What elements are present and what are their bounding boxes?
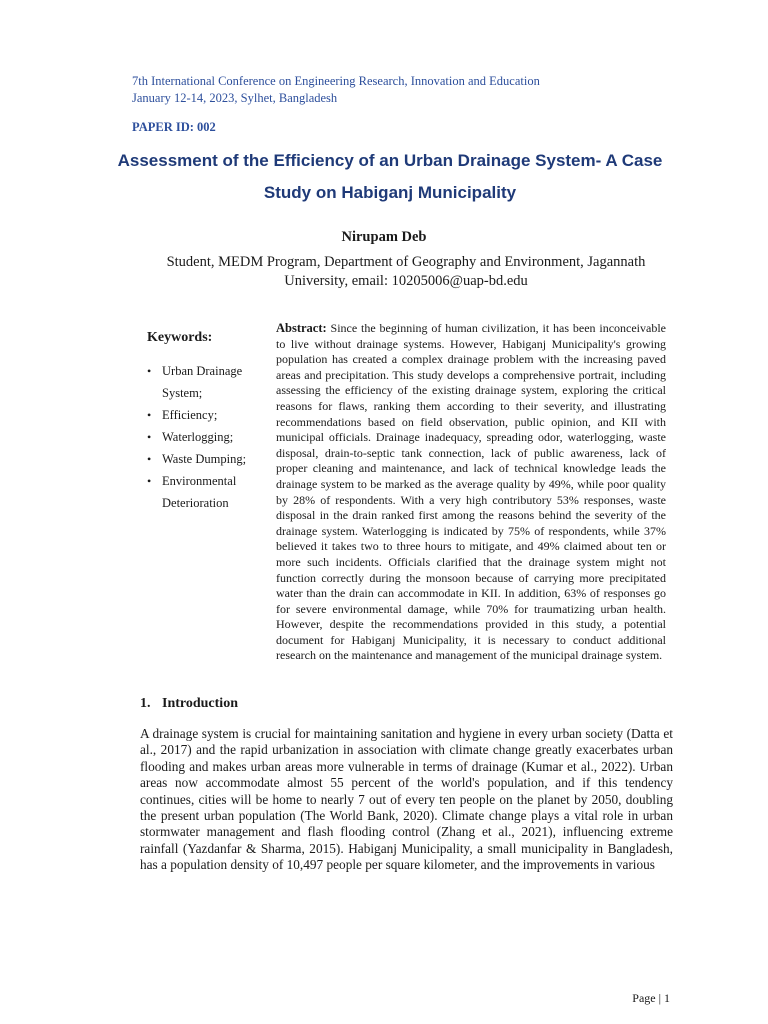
paper-title: Assessment of the Efficiency of an Urban Drainage System- A Case Study on Habiganj Municipality: [117, 151, 663, 202]
conference-info: [132, 73, 540, 107]
page-number: Page | 1: [632, 991, 670, 1005]
keyword-item: • Waste Dumping;: [147, 448, 267, 470]
section-heading-introduction: [140, 696, 238, 712]
conference-name: 7th International Conference on Engineering Research, Innovation and Education: [132, 74, 540, 88]
abstract: [276, 321, 666, 664]
paper-id: PAPER ID: 002: [132, 120, 216, 134]
introduction-paragraph: A drainage system is crucial for maintaining sanitation and hygiene in every urban society (Datta et al., 2017) and the rapid urbanization in association with climate change greatly exacerbates urban flooding and makes urban areas more vulnerable in terms of drainage (Kumar et al., 2022). Urban areas now accommodate almost 55 percent of the world's population, and if this tendency continues, cities will be home to nearly 7 out of every ten people on the planet by 2050, doubling the present urban population (The World Bank, 2020). Climate change plays a vital role in urban stormwater management and flash flooding control (Zhang et al., 2021), influencing extreme rainfall (Yazdanfar & Sharma, 2015). Habiganj Municipality, a small municipality in Bangladesh, has a population density of 10,497 people per square kilometer, and the improvements in various: [140, 726, 673, 873]
keyword-item: • Waterlogging;: [147, 426, 267, 448]
abstract-label: Abstract:: [276, 321, 327, 335]
section-title: Introduction: [162, 696, 238, 711]
keyword-item: • Urban Drainage System;: [147, 360, 267, 404]
conference-date-location: January 12-14, 2023, Sylhet, Bangladesh: [132, 91, 338, 105]
keywords-heading: Keywords:: [147, 330, 213, 345]
author-affiliation: Student, MEDM Program, Department of Geography and Environment, Jagannath University, email: 10205006@uap-bd.edu: [166, 254, 646, 289]
author-name: Nirupam Deb: [341, 229, 427, 245]
section-number: 1.: [140, 696, 151, 711]
abstract-text: Since the beginning of human civilization, it has been inconceivable to live without drainage systems. However, Habiganj Municipality's growing population has created a complex drainage problem with the increasing paved areas and precipitation. This study develops a comprehensive portrait, including assessing the efficiency of the existing drainage system, exploring the critical reasons for flaws, ranking them according to their severity, and illustrating recommendations based on field observation, public opinion, and KII with municipal officials. Drainage inadequacy, spreading odor, waterlogging, waste disposal, drain-to-septic tank connection, lack of public awareness, lack of proper cleaning and maintenance, and lack of technical knowledge leads the drainage system to be marked as the average quality by 49%, while poor quality by 28% of respondents. With a very high contributory 53% responses, waste disposal in the drain ranked first among the reasons behind the severity of the drainage system. Waterlogging is indicated by 75% of respondents, while 37% believed it takes two to three hours to mitigate, and 49% claimed about ten or more such incidents. Officials clarified that the drainage system might not function correctly during the monsoon because of carrying more precipitated water than the drain can accommodate in KII. In addition, 63% of responses go for severe environmental damage, while 70% for traumatizing urban health. However, despite the recommendations provided in this study, a potential document for Habiganj Municipality, it is necessary to conduct additional research on the maintenance and management of the municipal drainage system.: [276, 321, 666, 663]
keyword-item: • Efficiency;: [147, 404, 267, 426]
keywords-list: [147, 360, 267, 514]
keyword-item: • Environmental Deterioration: [147, 470, 267, 514]
